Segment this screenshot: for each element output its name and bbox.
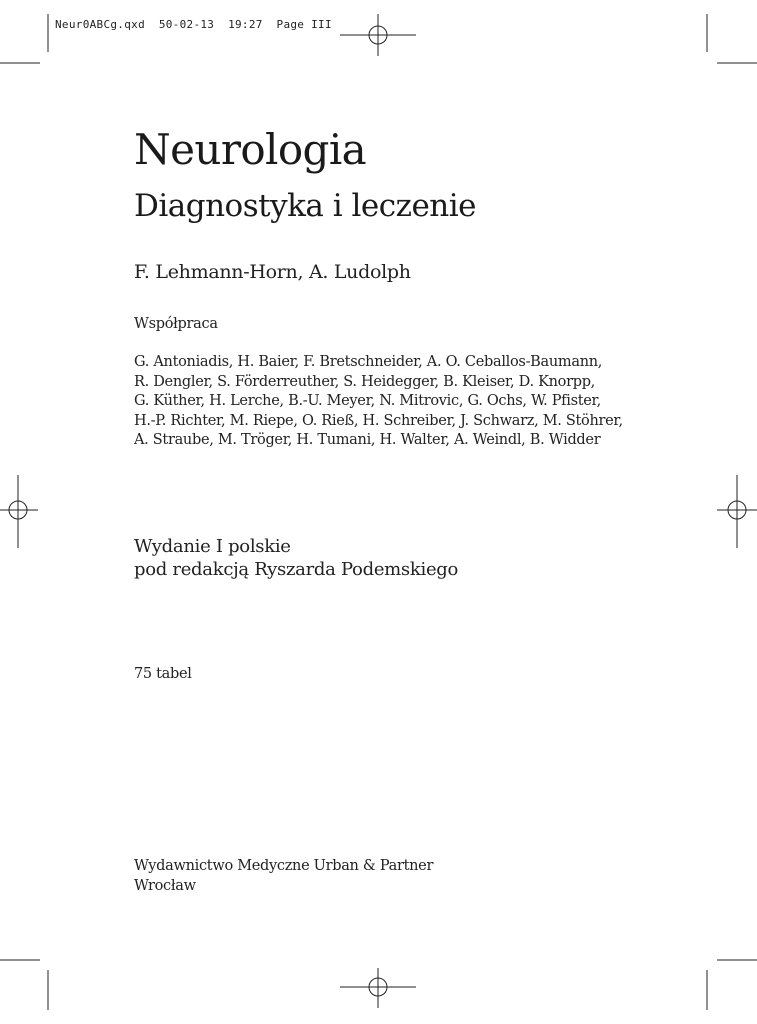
book-title: Neurologia	[134, 125, 367, 174]
contributors-line: A. Straube, M. Tröger, H. Tumani, H. Walter, A. Weindl, B. Widder	[134, 432, 601, 448]
book-authors: F. Lehmann-Horn, A. Ludolph	[134, 261, 411, 283]
tables-count: 75 tabel	[134, 666, 192, 682]
publisher-name: Wydawnictwo Medyczne Urban & Partner	[134, 858, 434, 874]
editor-line: pod redakcją Ryszarda Podemskiego	[134, 559, 459, 580]
contributors-line: G. Antoniadis, H. Baier, F. Bretschneider, A. O. Ceballos-Baumann,	[134, 354, 603, 370]
registration-mark-right	[717, 475, 757, 548]
edition-line: Wydanie I polskie	[134, 536, 291, 557]
contributors-line: R. Dengler, S. Förderreuther, S. Heidegger, B. Kleiser, D. Knorpp,	[134, 373, 595, 390]
book-subtitle: Diagnostyka i leczenie	[134, 188, 477, 224]
cooperation-label: Współpraca	[134, 316, 218, 332]
contributors-list	[134, 353, 654, 451]
registration-mark-top	[340, 14, 416, 56]
print-slug-line: Neur0ABCg.qxd 50-02-13 19:27 Page III	[55, 18, 332, 31]
contributors-line: H.-P. Richter, M. Riepe, O. Rieß, H. Schreiber, J. Schwarz, M. Stöhrer,	[134, 412, 623, 429]
publisher-city: Wrocław	[134, 878, 196, 894]
edition-info	[134, 535, 458, 581]
contributors-line: G. Küther, H. Lerche, B.-U. Meyer, N. Mitrovic, G. Ochs, W. Pfister,	[134, 393, 601, 409]
registration-mark-bottom	[340, 968, 416, 1008]
publisher-info	[134, 856, 433, 896]
registration-mark-left	[0, 475, 38, 548]
